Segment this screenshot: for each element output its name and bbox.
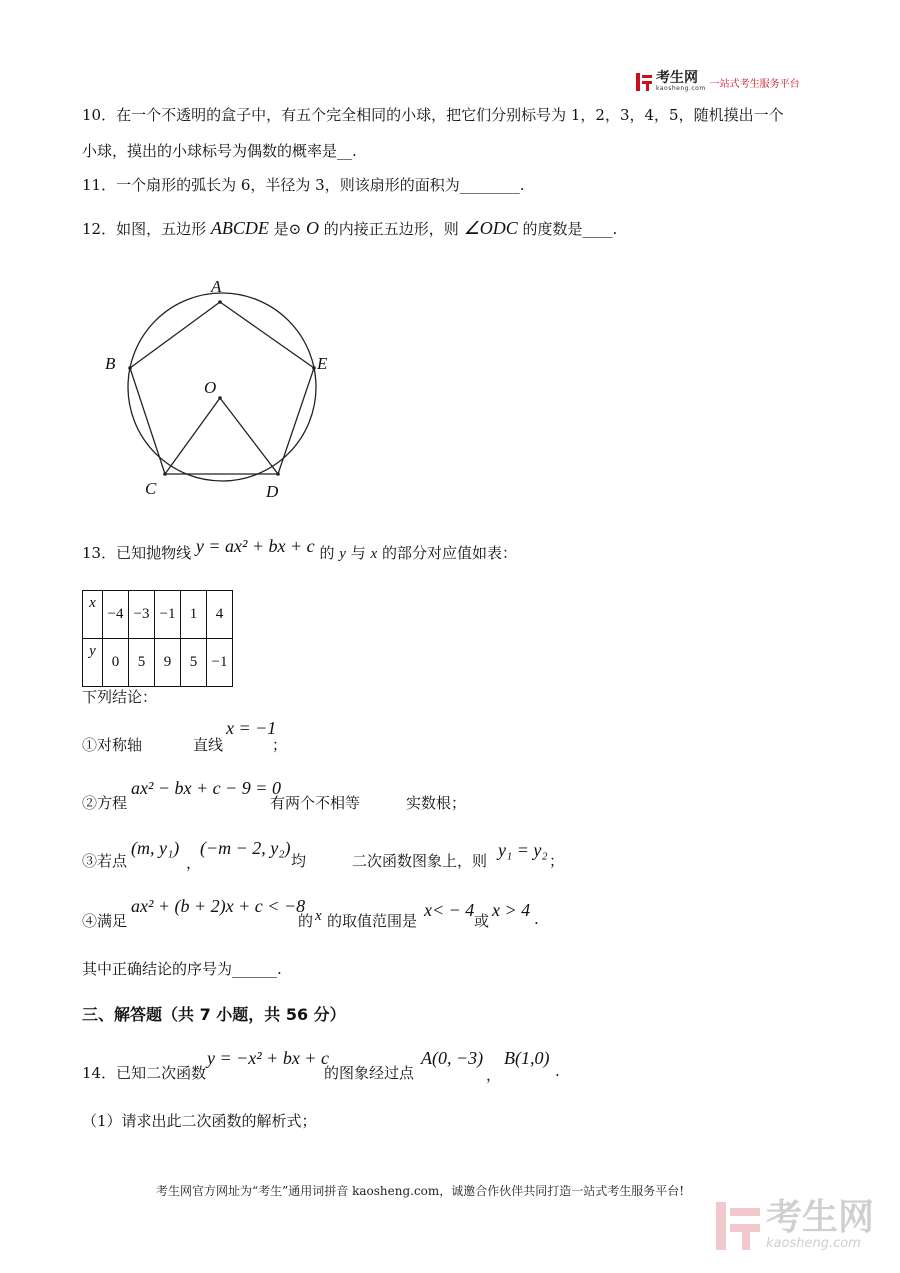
table-cell: 1 xyxy=(181,591,207,639)
q14-a: 14．已知二次函数 xyxy=(82,1064,207,1082)
conclusion-2-math: ax² − bx + c − 9 = 0 xyxy=(131,778,281,798)
conclusion-3-a: ③若点 xyxy=(82,852,128,870)
conclusion-3-c: 二次函数图象上，则 xyxy=(352,852,488,870)
table-cell: −4 xyxy=(103,591,129,639)
header-logo xyxy=(636,72,800,92)
conclusion-4-c: 的取值范围是 xyxy=(327,912,418,930)
footer-text: 考生网官方网址为“考生”通用词拼音 kaosheng.com，诚邀合作伙伴共同打造一站式考生服务平台! xyxy=(156,1184,685,1198)
q14-function: y = −x² + bx + c xyxy=(207,1048,329,1068)
label-c: C xyxy=(145,479,157,498)
q10-line2: 小球，摸出的小球标号为偶数的概率是__. xyxy=(82,142,357,160)
conclusion-2-c: 实数根； xyxy=(406,794,467,812)
table-cell: 9 xyxy=(155,639,181,687)
q14-point-a: A(0, −3) xyxy=(421,1048,484,1068)
q12-pentagon-name: ABCDE xyxy=(210,218,269,238)
logo-mark-icon xyxy=(636,73,652,91)
conclusion-4-end: . xyxy=(534,910,539,928)
table-cell: −3 xyxy=(129,591,155,639)
q12-part: 的内接正五边形，则 xyxy=(323,220,459,238)
label-d: D xyxy=(266,482,279,501)
segment-oc xyxy=(165,398,220,474)
table-row-y xyxy=(83,639,233,687)
q13-part: 13．已知抛物线 xyxy=(82,544,192,562)
q12-angle: ∠ODC xyxy=(463,218,518,238)
conclusion-4-inequality: ax² + (b + 2)x + c < −8 xyxy=(131,896,306,916)
q13-parabola: y = ax² + bx + c xyxy=(195,536,315,556)
q13-part: 的 xyxy=(319,544,335,562)
conclusion-4-range1: x< − 4 xyxy=(424,900,475,920)
table-cell: −1 xyxy=(155,591,181,639)
conclusion-3-point2: (−m − 2, y₂) xyxy=(200,838,291,858)
conclusion-4-a: ④满足 xyxy=(82,912,128,930)
brand-slogan: 一站式考生服务平台 xyxy=(709,78,800,90)
q14-sep: ， xyxy=(486,1066,502,1084)
conclusion-1-a: ①对称轴 xyxy=(82,736,143,754)
q14-end: . xyxy=(555,1062,560,1080)
table-row-x xyxy=(83,591,233,639)
table-header-x: x xyxy=(83,591,103,639)
conclusion-1-b: 直线 xyxy=(193,736,224,754)
segment-od xyxy=(220,398,278,474)
conclusion-3-b: 均 xyxy=(291,852,307,870)
q13-ask: 其中正确结论的序号为______. xyxy=(82,960,282,978)
conclusion-3-end: ； xyxy=(549,852,565,870)
conclusion-1-math: x = −1 xyxy=(226,718,277,738)
conclusion-1-end: ； xyxy=(272,736,288,754)
label-b: B xyxy=(105,354,116,373)
table-cell: 5 xyxy=(129,639,155,687)
brand-domain: kaosheng.com xyxy=(656,85,706,92)
circumcircle xyxy=(128,293,316,481)
q12-text xyxy=(82,218,617,239)
pentagon xyxy=(130,302,314,474)
conclusion-3-equation: y₁ = y₂ xyxy=(498,840,548,860)
conclusion-4-b: 的 xyxy=(298,912,314,930)
conclusion-3-point1: (m, y₁) xyxy=(131,838,180,858)
conclusion-4-range2: x > 4 xyxy=(492,900,531,920)
q11-text: 11．一个扇形的弧长为 6，半径为 3，则该扇形的面积为________. xyxy=(82,176,525,194)
watermark-logo-icon xyxy=(716,1202,760,1250)
q14-b: 的图象经过点 xyxy=(324,1064,415,1082)
q13-part: 与 xyxy=(350,544,366,562)
q13-part: 的部分对应值如表： xyxy=(381,544,517,562)
q12-center: O xyxy=(306,218,320,238)
q10-line1: 10．在一个不透明的盒子中，有五个完全相同的小球，把它们分别标号为 1，2，3，4，5，随机摸出一个 xyxy=(82,106,784,124)
table-cell: 0 xyxy=(103,639,129,687)
conclusion-2-b: 有两个不相等 xyxy=(270,794,361,812)
pentagon-figure xyxy=(95,270,335,505)
conclusion-2-a: ②方程 xyxy=(82,794,128,812)
conclusion-4-d: 或 xyxy=(474,912,490,930)
q14-point-b: B(1,0) xyxy=(504,1048,550,1068)
section-3-title: 三、解答题（共 7 小题，共 56 分） xyxy=(82,1005,346,1024)
q13-text xyxy=(82,536,517,563)
watermark-domain: kaosheng.com xyxy=(766,1236,861,1251)
label-e: E xyxy=(317,354,328,373)
table-cell: 5 xyxy=(181,639,207,687)
watermark xyxy=(716,1197,875,1251)
table-cell: −1 xyxy=(207,639,233,687)
q12-part: 的度数是____. xyxy=(522,220,618,238)
q13-var-y: y xyxy=(339,546,346,562)
q12-part: 是⊙ xyxy=(273,220,302,238)
label-o: O xyxy=(204,378,217,397)
conclusion-4-var: x xyxy=(315,908,322,924)
value-table xyxy=(82,590,233,687)
brand-name: 考生网 xyxy=(656,70,698,86)
q12-part: 12．如图，五边形 xyxy=(82,220,207,238)
table-header-y: y xyxy=(83,639,103,687)
conclusions-intro: 下列结论： xyxy=(82,688,158,706)
conclusion-3-sep: ， xyxy=(186,854,202,872)
label-a: A xyxy=(211,277,222,296)
watermark-text: 考生网 xyxy=(766,1197,875,1238)
q13-var-x: x xyxy=(370,546,378,562)
table-cell: 4 xyxy=(207,591,233,639)
q14-subquestion-1: （1）请求出此二次函数的解析式； xyxy=(82,1112,317,1130)
